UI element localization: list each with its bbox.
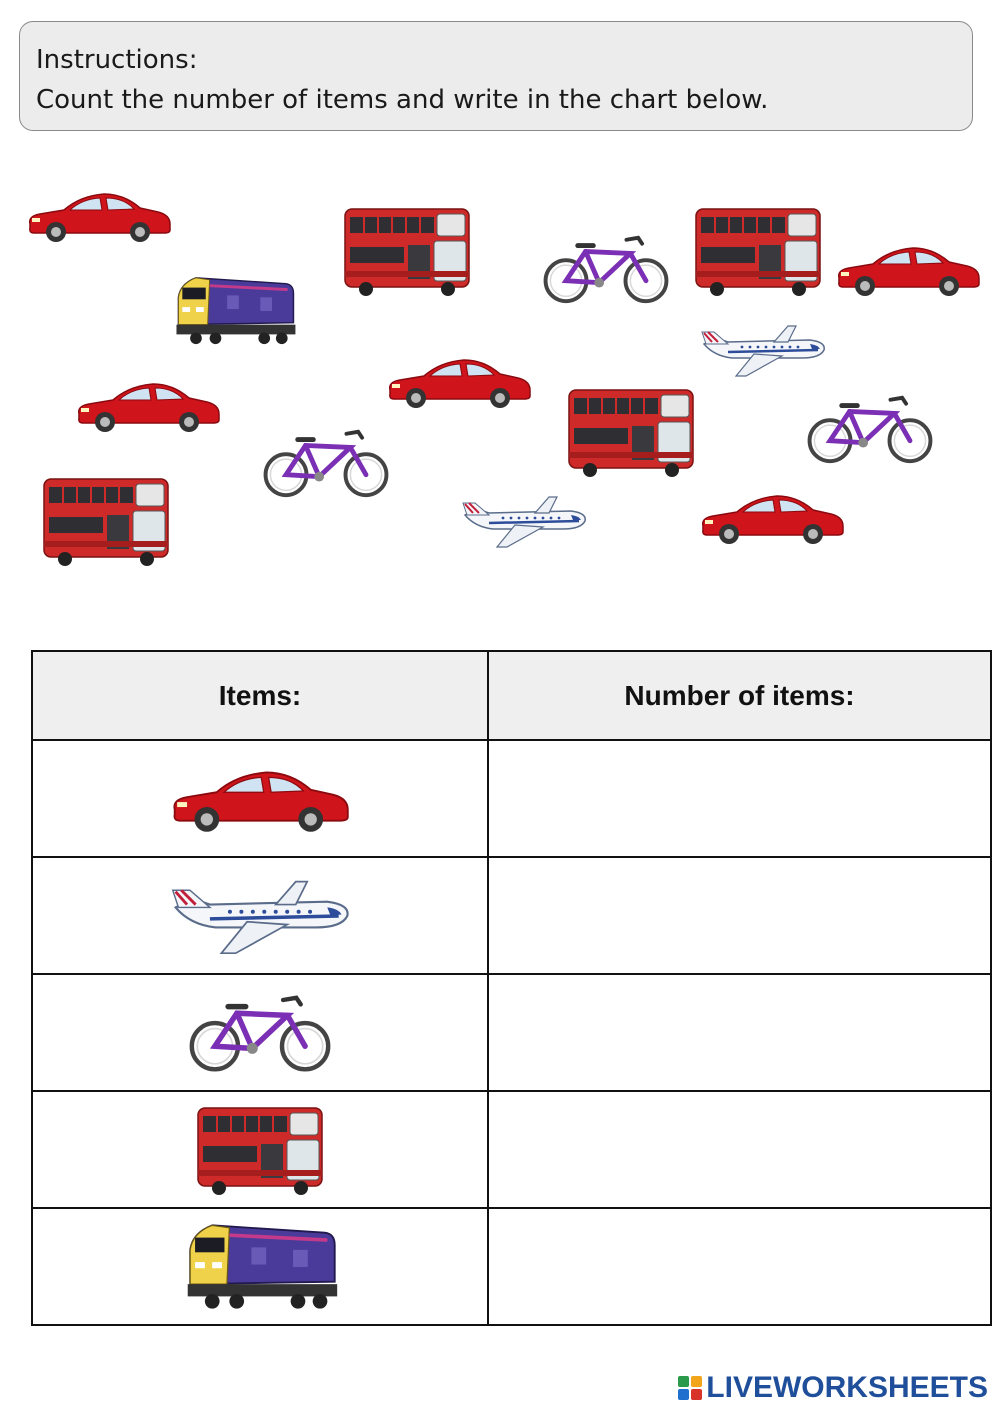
instructions-box [19,21,973,131]
car-icon [697,490,847,545]
car-icon [24,188,174,243]
car-icon [167,765,353,833]
bus-icon [195,1104,325,1196]
vehicle-scatter [0,150,1000,590]
airplane-icon [459,491,589,551]
items-header: Items: [32,651,488,740]
instructions-text: Count the number of items and write in the chart below. [36,85,769,115]
item-cell [32,1091,488,1208]
bicycle-icon [540,230,672,308]
table-row [32,1091,991,1208]
car-icon [384,354,534,409]
count-answer-bus[interactable] [488,1091,991,1208]
table-row [32,1208,991,1325]
train-icon [180,1218,340,1316]
bus-icon [566,386,696,478]
liveworksheets-logo-icon [678,1376,702,1400]
liveworksheets-brand [678,1370,988,1406]
airplane-icon [698,320,828,380]
item-cell [32,857,488,974]
car-icon [73,378,223,433]
train-icon [170,272,298,350]
item-cell [32,1208,488,1325]
airplane-icon [167,873,353,959]
table-row [32,740,991,857]
item-cell [32,974,488,1091]
count-answer-train[interactable] [488,1208,991,1325]
count-table [31,650,992,1326]
count-header: Number of items: [488,651,991,740]
brand-text: LIVEWORKSHEETS [706,1371,988,1404]
table-header-row [32,651,991,740]
table-row [32,857,991,974]
count-answer-bicycle[interactable] [488,974,991,1091]
bus-icon [41,475,171,567]
count-answer-airplane[interactable] [488,857,991,974]
bus-icon [342,205,472,297]
table-row [32,974,991,1091]
bicycle-icon [804,390,936,468]
car-icon [833,242,983,297]
count-answer-car[interactable] [488,740,991,857]
instructions-heading: Instructions: [36,45,198,75]
bicycle-icon [260,424,392,502]
bus-icon [693,205,823,297]
bicycle-icon [187,989,333,1077]
item-cell [32,740,488,857]
